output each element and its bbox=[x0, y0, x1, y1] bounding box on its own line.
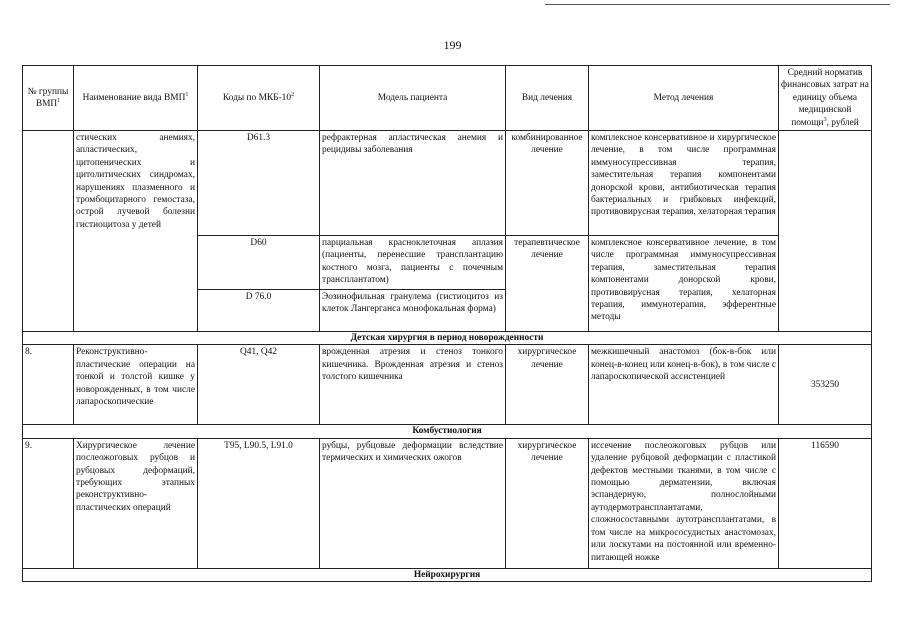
table-header-row bbox=[23, 66, 872, 131]
section-heading: Детская хирургия в период новорожденности bbox=[23, 332, 872, 345]
cell-model-d760: Эозинофильная гранулема (гистиоцитоз из клеток Лангерганса монофокальная форма) bbox=[320, 290, 506, 332]
cell-method-8: межкишечный анастомоз (бок-в-бок или конец-в-конец или конец-в-бок), в том числе с лапароскопической ассистенцией bbox=[589, 345, 779, 425]
section-heading: Нейрохирургия bbox=[23, 568, 872, 581]
cell-name-cont: стических анемиях, апластических, цитопенических и цитолитических синдромах, нарушениях плазменного и тромбоцитарного гемостаза, острой лучевой болезни гистиоцитоза у детей bbox=[74, 131, 198, 332]
cell-type-d613: комбинированное лечение bbox=[506, 131, 589, 236]
section-heading: Комбустиология bbox=[23, 425, 872, 438]
table-row-8 bbox=[23, 345, 872, 425]
cell-method-9: иссечение послеожоговых рубцов или удаление рубцовой деформации с пластикой дефектов местными тканями, в том числе с помощью дерматензии, включая эспандерную, полнослойными аутодермотрансплантатами, сложносоставными аутотрансплантатами, в том числе на микрососудистых анастомозах, или лоскутами на постоянной или временно-питающей ножке bbox=[589, 438, 779, 568]
cell-model-9: рубцы, рубцовые деформации вследствие термических и химических ожогов bbox=[320, 438, 506, 568]
cell-type-d60: терапевтическое лечение bbox=[506, 236, 589, 332]
col-header-model: Модель пациента bbox=[320, 66, 506, 131]
cell-method-d60: комплексное консервативное лечение, в том числе программная иммуносупрессивная терапия, заместительная терапия компонентами донорской крови, противовирусная терапия, хелаторная терапия, иммунотерапия, эфферентные методы bbox=[589, 236, 779, 332]
section-row bbox=[23, 425, 872, 438]
cell-method-d613: комплексное консервативное и хирургическое лечение, в том числе программная иммуносупрессивная терапия, заместительная терапия компонентами донорской крови, антибиотическая терапия бактериальных и грибковых инфекций, противовирусная терапия, хелаторная терапия bbox=[589, 131, 779, 236]
cell-model-d60: парциальная красноклеточная аплазия (пациенты, перенесшие трансплантацию костного мозга, пациенты с почечным трансплантатом) bbox=[320, 236, 506, 290]
cell-codes-8: Q41, Q42 bbox=[198, 345, 320, 425]
section-row bbox=[23, 332, 872, 345]
cell-type-8: хирургическое лечение bbox=[506, 345, 589, 425]
cell-model-d613: рефрактерная апластическая анемия и рецидивы заболевания bbox=[320, 131, 506, 236]
cell-type-9: хирургическое лечение bbox=[506, 438, 589, 568]
col-header-norm: Средний норматив финансовых затрат на единицу объема медицинской помощи$^3$, рублей bbox=[779, 66, 872, 131]
page-number: 199 bbox=[443, 38, 462, 52]
table-row-d613 bbox=[23, 131, 872, 236]
cell-name-9: Хирургическое лечение послеожоговых рубцов и рубцовых деформаций, требующих этапных реконструктивно-пластических операций bbox=[74, 438, 198, 568]
cell-num-9: 9. bbox=[23, 438, 74, 568]
cell-num-8: 8. bbox=[23, 345, 74, 425]
cell-name-8: Реконструктивно-пластические операции на тонкой и толстой кишке у новорожденных, в том числе лапароскопические bbox=[74, 345, 198, 425]
table-row-9 bbox=[23, 438, 872, 568]
section-row bbox=[23, 568, 872, 581]
cell-code-d760: D 76.0 bbox=[198, 290, 320, 332]
col-header-codes: Коды по МКБ-$10^2$ bbox=[198, 66, 320, 131]
col-header-method: Метод лечения bbox=[589, 66, 779, 131]
col-header-name: Наименование вида ВМП$^1$ bbox=[74, 66, 198, 131]
col-header-num: № группы ВМП$^1$ bbox=[23, 66, 74, 131]
cell-model-8: врожденная атрезия и стеноз тонкого кишечника. Врожденная атрезия и стеноз толстого кишечника bbox=[320, 345, 506, 425]
cell-codes-9: T95, L90.5, L91.0 bbox=[198, 438, 320, 568]
top-rule bbox=[545, 4, 890, 5]
cell-norm-9: 116590 bbox=[779, 438, 872, 568]
vmp-table bbox=[22, 65, 872, 582]
cell-norm-cont bbox=[779, 131, 872, 332]
cell-code-d613: D61.3 bbox=[198, 131, 320, 236]
cell-norm-8: 353250 bbox=[779, 345, 872, 425]
col-header-treatment-type: Вид лечения bbox=[506, 66, 589, 131]
cell-num-cont bbox=[23, 131, 74, 332]
cell-code-d60: D60 bbox=[198, 236, 320, 290]
